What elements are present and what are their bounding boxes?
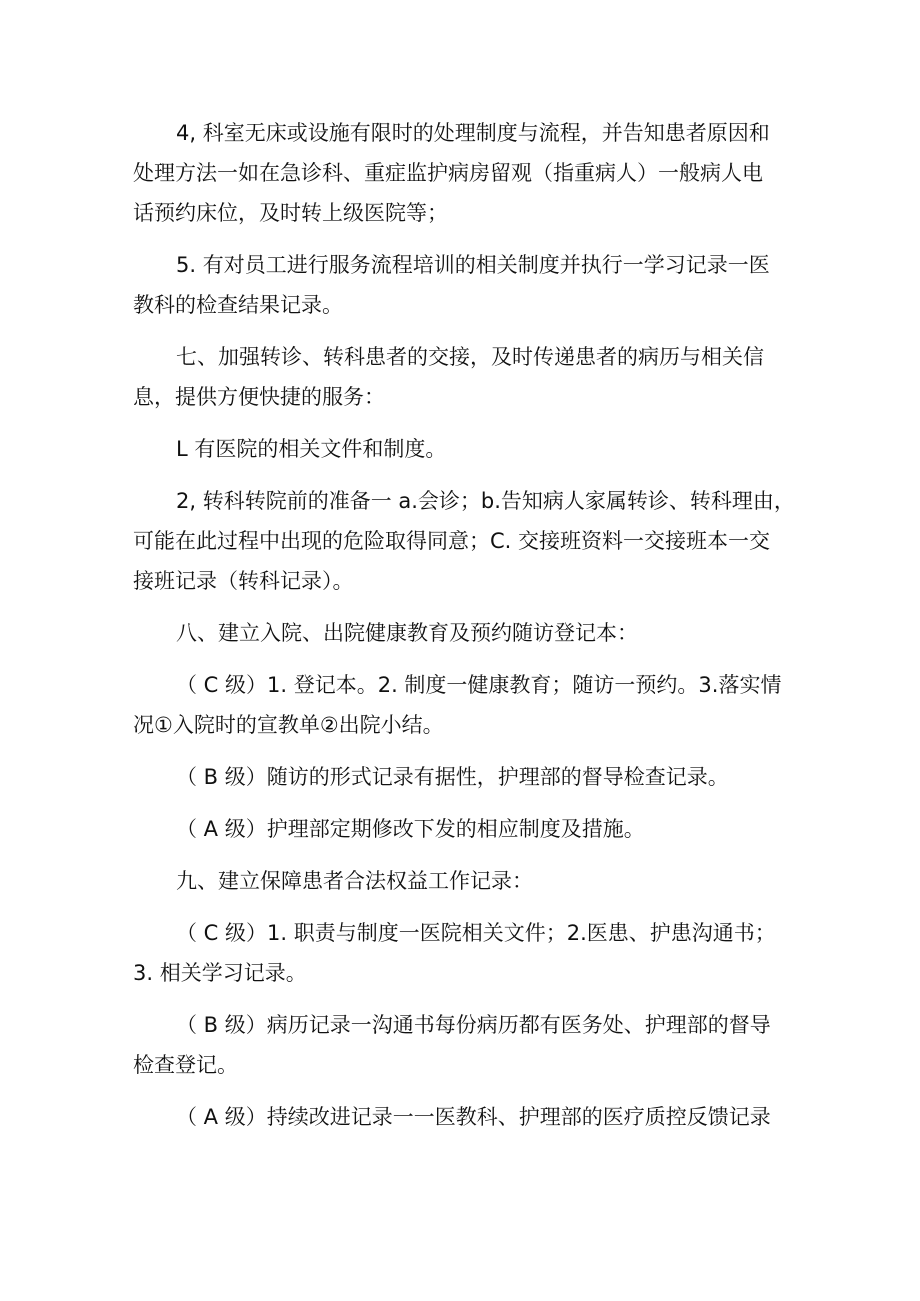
section-heading-9 (133, 861, 796, 901)
text-line: （ B 级）随访的形式记录有据性，护理部的督导检查记录。 (176, 765, 729, 789)
section-heading-8 (133, 613, 796, 653)
paragraph-item-4 (133, 113, 796, 233)
text-line: （ C 级）1. 职责与制度一医院相关文件；2.医患、护患沟通书； (176, 921, 776, 945)
level-a-paragraph (133, 1097, 796, 1137)
text-line: 检查登记。 (133, 1053, 238, 1077)
text-line: 况①入院时的宣教单②出院小结。 (133, 713, 444, 737)
level-b-paragraph (133, 757, 796, 797)
level-b-paragraph (133, 1005, 796, 1085)
text-line: 息，提供方便快捷的服务： (133, 385, 385, 409)
text-line: 八、建立入院、出院健康教育及预约随访登记本： (176, 621, 638, 645)
text-line: L 有医院的相关文件和制度。 (176, 437, 447, 461)
level-c-paragraph (133, 913, 796, 993)
text-line: （ C 级）1. 登记本。2. 制度一健康教育；随访一预约。3.落实情 (176, 673, 782, 697)
text-line: 可能在此过程中出现的危险取得同意；C. 交接班资料一交接班本一交 (133, 529, 771, 553)
paragraph-item-5 (133, 245, 796, 325)
text-line: 2, 转科转院前的准备一 a.会诊；b.告知病人家属转诊、转科理由， (176, 489, 795, 513)
text-line: 七、加强转诊、转科患者的交接，及时传递患者的病历与相关信 (176, 345, 764, 369)
level-c-paragraph (133, 665, 796, 745)
text-line: 3. 相关学习记录。 (133, 961, 307, 985)
text-line: 教科的检查结果记录。 (133, 293, 343, 317)
text-line: 九、建立保障患者合法权益工作记录： (176, 869, 533, 893)
paragraph-item-2 (133, 481, 796, 601)
section-heading-7 (133, 337, 796, 417)
text-line: 处理方法一如在急诊科、重症监护病房留观（指重病人）一般病人电 (133, 161, 763, 185)
text-line: （ A 级）持续改进记录一一医教科、护理部的医疗质控反馈记录 (176, 1105, 771, 1129)
text-line: 4, 科室无床或设施有限时的处理制度与流程，并告知患者原因和 (176, 121, 770, 145)
text-line: 接班记录（转科记录）。 (133, 569, 354, 593)
text-line: （ A 级）护理部定期修改下发的相应制度及措施。 (176, 817, 645, 841)
text-line: 5. 有对员工进行服务流程培训的相关制度并执行一学习记录一医 (176, 253, 770, 277)
level-a-paragraph (133, 809, 796, 849)
paragraph-item-1 (133, 429, 796, 469)
text-line: （ B 级）病历记录一沟通书每份病历都有医务处、护理部的督导 (176, 1013, 771, 1037)
text-line: 话预约床位，及时转上级医院等； (133, 201, 448, 225)
